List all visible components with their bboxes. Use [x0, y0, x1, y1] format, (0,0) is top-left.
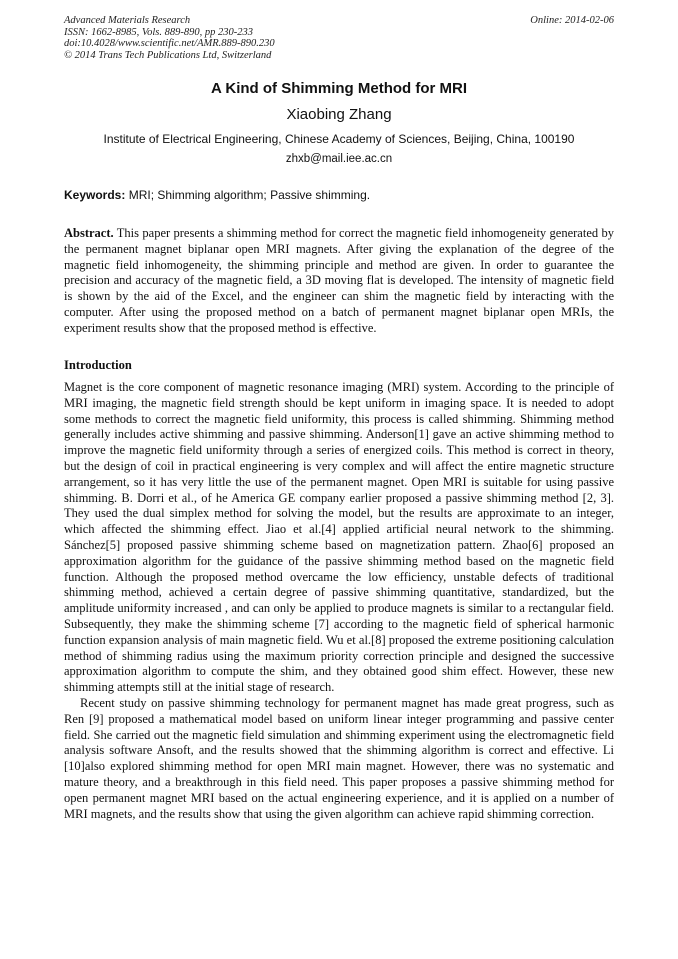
- issn-line: ISSN: 1662-8985, Vols. 889-890, pp 230-233: [64, 26, 253, 38]
- paper-title: A Kind of Shimming Method for MRI: [210, 80, 468, 97]
- journal-header: [64, 15, 275, 61]
- abstract-text: This paper presents a shimming method for correct the magnetic field inhomogeneity generated by the permanent magnet biplanar open MRI magnets. After giving the explanation of the degree of the magnetic field inhomogeneity, the shimming principle and method are given. In order to guarantee the precision and accuracy of the magnetic field, a 3D moving flat is developed. The intensity of magnetic field is shown by the aid of the Excel, and the engineer can shim the magnetic field by interacting with the computer. After using the proposed method on a batch of permanent magnet biplanar open MRIs, the experiment results show that the proposed method is effective.: [64, 226, 614, 335]
- introduction-body: [64, 380, 614, 822]
- affiliation: Institute of Electrical Engineering, Chinese Academy of Sciences, Beijing, China, 100190: [103, 132, 575, 146]
- keywords-label: Keywords:: [64, 188, 126, 202]
- author-email: zhxb@mail.iee.ac.cn: [285, 153, 393, 165]
- journal-name: Advanced Materials Research: [64, 15, 191, 26]
- abstract-label: Abstract.: [64, 226, 114, 240]
- abstract: [64, 226, 614, 337]
- online-date: Online: 2014-02-06: [530, 15, 614, 26]
- doi-line: doi:10.4028/www.scientific.net/AMR.889-890.230: [64, 38, 275, 49]
- introduction-heading: Introduction: [64, 358, 132, 372]
- keywords-text: MRI; Shimming algorithm; Passive shimming.: [125, 188, 371, 202]
- copyright-line: © 2014 Trans Tech Publications Ltd, Switzerland: [64, 49, 272, 61]
- keywords: [64, 188, 614, 202]
- intro-paragraph: Magnet is the core component of magnetic resonance imaging (MRI) system. According to the principle of MRI imaging, the magnetic field strength should be kept uniform in imaging space. It is needed to adopt some methods to correct the magnetic field uniformity, this process is called shimming. Shimming method generally includes active shimming and passive shimming. Anderson[1] gave an active shimming method to improve the magnetic field uniformity through a series of energized coils. This method is correct in theory, but the design of coil in practical engineering is very complex and will affect the entire magnetic structure arrangement, so it has very little the use of the permanent magnet. Open MRI is suitable for using passive shimming. B. Dorri et al., of he America GE company earlier proposed a passive shimming method [2, 3]. They used the dual simplex method for solving the model, but the results are approximate to an integer, which affected the shimming effect. Jiao et al.[4] applied artificial neural network to the shimming. Sánchez[5] proposed passive shimming scheme based on magnetization pattern. Zhao[6] proposed an approximation algorithm for the guidance of the passive shimming method based on the magnetic field function. Although the proposed method overcame the low efficiency, unstable defects of traditional shimming method, achieved a certain degree of passive shimming quantitative, standardized, but the amplitude uniformity increased , and can only be applied to produce magnets is similar to a rectangular field. Subsequently, they make the shimming scheme [7] according to the magnetic field of spherical harmonic function expansion analysis of main magnetic field. Wu et al.[8] proposed the extreme positioning calculation method of shimming radius using the maximum priority correction principle and designed the successive approximation algorithm to compute the shim, and they obtained good shim effect. However, these new shimming attempts still at the initial stage of research.: [64, 380, 614, 695]
- author-name: Xiaobing Zhang: [286, 106, 392, 123]
- intro-paragraph: Recent study on passive shimming technology for permanent magnet has made great progress, such as Ren [9] proposed a mathematical model based on uniform linear integer programming and passive center field. She carried out the magnetic field simulation and shimming experiment using the electromagnetic field analysis software Ansoft, and the results showed that the shimming algorithm is correct and effective. Li [10]also explored shimming method for open MRI main magnet. However, there was no systematic and mature theory, and a breakthrough in this field need. This paper proposes a passive shimming method for open permanent magnet MRI based on the actual engineering experience, and it is applied on a number of MRI magnets, and the results show that using the given algorithm can achieve rapid shimming correction.: [64, 695, 614, 821]
